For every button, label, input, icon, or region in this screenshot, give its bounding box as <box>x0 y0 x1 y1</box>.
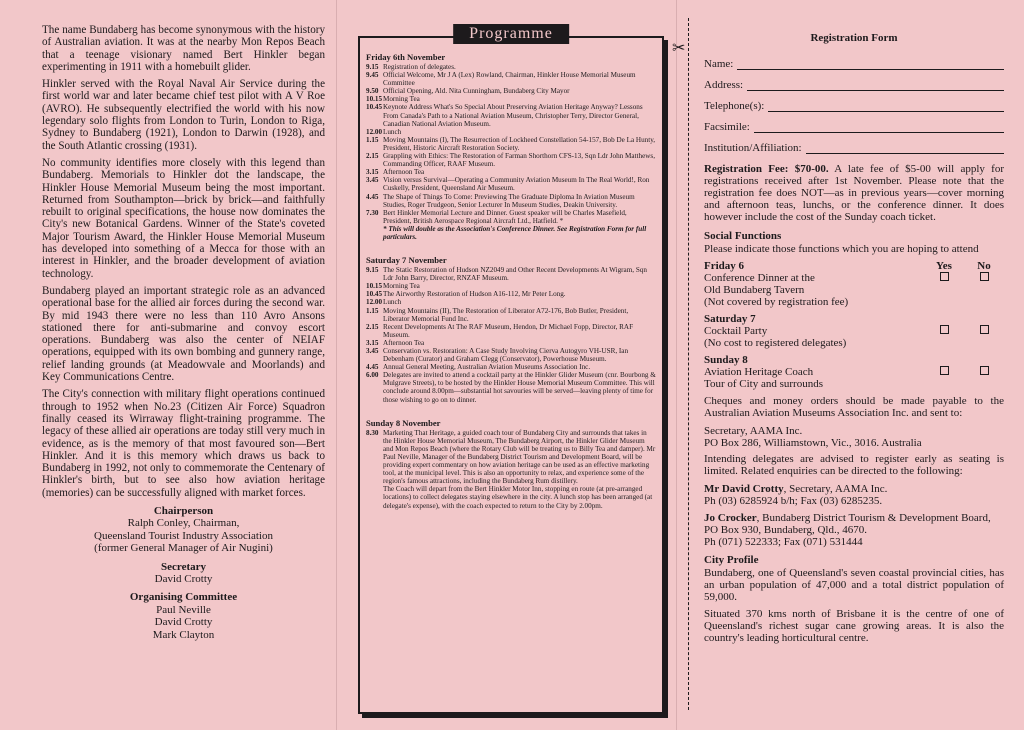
function-description: Conference Dinner at the <box>704 272 815 285</box>
programme-event <box>366 176 656 192</box>
secretary-name: David Crotty <box>154 573 213 586</box>
function-description: Tour of City and surrounds <box>704 378 823 391</box>
chairperson-line: (former General Manager of Air Nugini) <box>94 542 273 555</box>
yes-cell <box>924 325 964 337</box>
programme-event <box>366 63 656 71</box>
function-row <box>704 284 1004 296</box>
function-row <box>704 366 1004 378</box>
no-header <box>964 313 1004 325</box>
event-description: The Shape of Things To Come: Previewing The Graduate Diploma In Aviation Museum Studies, Roger Trudgeon, Senior Lecturer In Museum Studies, Deakin University. <box>383 192 635 209</box>
programme-day-heading: Saturday 7 November <box>366 255 447 266</box>
social-functions-text: Please indicate those functions which you are hoping to attend <box>704 242 979 255</box>
chairperson-line: Queensland Tourist Industry Association <box>94 529 273 542</box>
registration-panel <box>672 0 1024 730</box>
contact-phone: Ph (03) 6285924 b/h; Fax (03) 6285235. <box>704 495 883 508</box>
programme-note-text: * This will double as the Association's Conference Dinner. See Registration Form for full particulars. <box>383 224 647 241</box>
programme-event <box>366 282 656 290</box>
programme-event <box>366 95 656 103</box>
event-description: Registration of delegates. <box>383 63 456 71</box>
programme-event <box>366 266 656 282</box>
form-field[interactable] <box>704 71 1004 91</box>
event-time: 3.15 <box>366 338 379 347</box>
no-header <box>964 354 1004 366</box>
no-checkbox[interactable] <box>980 325 989 334</box>
event-time: 12.00 <box>366 298 383 307</box>
no-cell <box>964 272 1004 284</box>
history-paragraph: Hinkler served with the Royal Naval Air Service during the first world war and later became chief test pilot with A V Roe (AVRO). He subsequently electrified the world with his now legendary solo flights from London to Turin, London to Riga, Sydney to Bundaberg (1921), London to Darwin (1928), and the South Atlantic crossing (1931). <box>42 78 325 152</box>
programme-event <box>366 103 656 127</box>
programme-event <box>366 347 656 363</box>
committee-member: Mark Clayton <box>152 628 215 641</box>
programme-event <box>366 307 656 323</box>
event-description: The Airworthy Restoration of Hudson A16-112, Mr Peter Long. <box>383 290 566 299</box>
history-paragraph: Bundaberg played an important strategic role as an advanced operational base for the allied air forces during the second war. By mid 1943 there were no less than 110 Avro Ansons stationed there for anti-submarine and convoy escort operations. Bundaberg was also the center of NEIAF operations, equipped with its own bombing and gunnery range, relief landing grounds (at Meadowvale and Moorlands) and Key Communications Centre. <box>42 284 325 384</box>
event-description: The Static Restoration of Hudson NZ2049 and Other Recent Developments At Wigram, Sqn Ldr John Barry, Director, RNZAF Museum. <box>383 266 647 283</box>
form-field-line[interactable] <box>806 142 1004 154</box>
programme-event <box>366 363 656 371</box>
event-time: 4.45 <box>366 363 379 372</box>
scissors-icon: ✂ <box>672 40 686 57</box>
event-description: Keynote Address What's So Special About Preserving Aviation Heritage Anyway? Lessons From Canada's Path to a National Aviation Museum, Christopher Terry, Director General, Canadian National Aviation Museum. <box>383 103 643 128</box>
programme-event <box>366 290 656 298</box>
function-day-row <box>704 313 1004 325</box>
cut-line <box>688 18 689 710</box>
no-checkbox[interactable] <box>980 272 989 281</box>
programme-event <box>366 87 656 95</box>
event-time: 9.45 <box>366 71 379 80</box>
social-functions-heading: Social Functions <box>704 229 782 242</box>
yes-checkbox[interactable] <box>940 325 949 334</box>
yes-checkbox[interactable] <box>940 366 949 375</box>
functions-table <box>704 260 1004 390</box>
programme-panel <box>336 0 676 730</box>
yes-cell <box>924 366 964 378</box>
programme-schedule <box>366 52 656 510</box>
programme-event <box>366 485 656 509</box>
function-day: Saturday 7 <box>704 313 756 326</box>
event-description: Lunch <box>383 127 402 136</box>
form-field[interactable] <box>704 50 1004 70</box>
history-paragraph: The name Bundaberg has become synonymous with the history of Australian aviation. It was at the nearby Mon Repos Beach that a teenage visionary named Bert Hinkler began experimenting in 1911 with a homebuilt glider. <box>42 24 325 73</box>
yes-cell <box>924 337 964 349</box>
form-field-label: Address: <box>704 79 744 91</box>
event-description: Conservation vs. Restoration: A Case Study Involving Cierva Autogyro VH-USR, Ian Debenham (Curator) and Graham Clegg (Conservator), Powerhouse Museum. <box>383 347 629 364</box>
mailing-address <box>704 425 1004 449</box>
programme-event <box>366 152 656 168</box>
event-description: Morning Tea <box>383 95 420 104</box>
credits-block <box>42 505 325 641</box>
event-time: 10.45 <box>366 103 383 112</box>
event-time: 6.00 <box>366 371 379 380</box>
event-description: Official Welcome, Mr J A (Lex) Rowland, Chairman, Hinkler House Memorial Museum Committee <box>383 71 636 88</box>
programme-event <box>366 339 656 347</box>
form-field-line[interactable] <box>737 58 1004 70</box>
event-time: 10.15 <box>366 95 383 104</box>
address-line: Secretary, AAMA Inc. <box>704 425 803 438</box>
event-time: 9.15 <box>366 266 379 275</box>
event-description: The Coach will depart from the Bert Hinkler Motor Inn, stopping en route (at pre-arranged locations) to collect delegates staying elsewhere in the city. A lunch stop has been arranged (at delegate's expense), with the coach expected to return to the City by 2.00pm. <box>383 485 653 510</box>
function-day-row <box>704 260 1004 272</box>
function-row <box>704 296 1004 308</box>
event-description: Recent Developments At The RAF Museum, Hendon, Dr Michael Fopp, Director, RAF Museum. <box>383 322 634 339</box>
programme-event <box>366 323 656 339</box>
no-header: No <box>977 260 991 273</box>
form-field-line[interactable] <box>747 79 1004 91</box>
committee-member: David Crotty <box>154 616 213 629</box>
programme-day-heading: Sunday 8 November <box>366 417 441 428</box>
committee-heading: Organising Committee <box>129 591 238 604</box>
form-field[interactable] <box>704 113 1004 133</box>
function-day-row <box>704 354 1004 366</box>
yes-cell <box>924 284 964 296</box>
function-row <box>704 337 1004 349</box>
registration-fee <box>704 164 1004 224</box>
chairperson-heading: Chairperson <box>153 504 214 517</box>
city-profile-heading: City Profile <box>704 554 759 567</box>
contact-name: Mr David Crotty <box>704 483 784 496</box>
no-cell <box>964 378 1004 390</box>
history-paragraph: No community identifies more closely with this legend than Bundaberg. Memorials to Hinkler dot the landscape, the Hinkler House Memorial Museum being the most important. Returned from Southampton—brick by brick—and faithfully rebuilt to original specifications, the house now dominates the City's new Botanical Gardens. Winner of the State's coveted Major Tourism Award, the Hinkler House Memorial Museum has developed into something of a Mecca for those with an interest in Hinkler, and the broader development of aviation technology. <box>42 156 325 280</box>
form-field-line[interactable] <box>768 100 1004 112</box>
form-field-label: Facsimile: <box>704 121 750 133</box>
contact-detail: , Bundaberg District Tourism & Development Board, PO Box 930, Bundaberg, Qld., 4670. <box>704 512 991 537</box>
programme-day-heading: Friday 6th November <box>366 52 446 62</box>
event-time: 9.15 <box>366 63 379 71</box>
event-description: Bert Hinkler Memorial Lecture and Dinner. Guest speaker will be Charles Masefield, President, British Aerospace Regional Aircraft Ltd., Hatfield. * <box>383 208 627 225</box>
programme-event <box>366 371 656 403</box>
form-field[interactable] <box>704 134 1004 154</box>
programme-event <box>366 429 656 486</box>
event-time: 3.45 <box>366 347 379 355</box>
event-time: 10.15 <box>366 282 383 291</box>
form-field-label: Name: <box>704 58 734 70</box>
no-cell <box>964 296 1004 308</box>
yes-header: Yes <box>936 260 952 273</box>
programme-note <box>366 225 656 241</box>
contact-crotty <box>704 483 1004 507</box>
programme-event <box>366 193 656 209</box>
event-time: 7.30 <box>366 208 379 217</box>
address-line: PO Box 286, Williamstown, Vic., 3016. Australia <box>704 437 922 450</box>
programme-event <box>366 168 656 176</box>
programme-event <box>366 128 656 136</box>
event-description: Marketing That Heritage, a guided coach tour of Bundaberg City and surrounds that takes in the Hinkler House Memorial Museum, The Bundaberg Airport, the Hinkler Glider Museum and Mon Repos Beach (where the Rotary Club will be treating us to Billy Tea and damper). Mr Paul Neville, Manager of the Bundaberg District Tourism and Development Board, will be providing expert commentary on how aviation heritage can be used as an effective marketing tool, at the municipal level. This is also an opportunity to relax, and experience some of the region's famous attractions, including the Bundaberg Rum distillery. <box>383 428 656 486</box>
yes-cell <box>924 272 964 284</box>
event-description: Grappling with Ethics: The Restoration of Farman Shorthorn CFS-13, Sqn Ldr John Matthews, Commanding Officer, RAAF Museum. <box>383 152 655 169</box>
intending-text: Intending delegates are advised to register early as seating is limited. Related enquiries can be directed to the following: <box>704 453 1004 478</box>
event-description: Delegates are invited to attend a cocktail party at the Hinkler Glider Museum (cnr. Bourbong & Mulgrave Streets), to be hosted by the Hinkler House Memorial Museum Committee. This will conclude around 8.00pm—substantial hot savouries will be served—leaving plenty of time for those wishing to go on to dinner. <box>383 371 656 404</box>
cheques-text: Cheques and money orders should be made payable to the Australian Aviation Museums Association Inc. and sent to: <box>704 395 1004 420</box>
function-day: Sunday 8 <box>704 354 748 367</box>
function-description: Old Bundaberg Tavern <box>704 284 805 297</box>
chairperson-line: Ralph Conley, Chairman, <box>127 517 240 530</box>
function-row <box>704 378 1004 390</box>
committee-member: Paul Neville <box>156 603 211 616</box>
form-field-label: Telephone(s): <box>704 100 765 112</box>
event-time: 4.45 <box>366 192 379 201</box>
event-time: 2.15 <box>366 152 379 161</box>
event-time: 12.00 <box>366 127 383 136</box>
fee-label: Registration Fee: $70-00. <box>704 163 829 175</box>
event-description: Official Opening, Ald. Nita Cunningham, Bundaberg City Mayor <box>383 87 570 96</box>
programme-box <box>358 25 664 714</box>
event-time <box>366 485 383 509</box>
no-cell <box>964 366 1004 378</box>
programme-title: Programme <box>453 24 569 44</box>
function-description: Cocktail Party <box>704 325 768 338</box>
function-description: (No cost to registered delegates) <box>704 337 847 350</box>
history-paragraph: The City's connection with military flight operations continued through to 1952 when No.23 (Citizen Air Force) Squadron finally ceased its Wirraway flight-training programme. The legacy of these allied air operations are today still very much in evidence, as is the memory of that most favoured son—Bert Hinkler. And it is this memory which draws us back to Bundaberg in 1992, not only to commemorate the Centenary of Hinkler's birth, but to see also how aviation heritage (memories) can be successfully aligned with market forces. <box>42 388 325 499</box>
city-profile-text: Situated 370 kms north of Brisbane it is the centre of one of Queensland's richest sugar cane growing areas. It is also the country's leading horticultural centre. <box>704 607 1004 644</box>
function-description: Aviation Heritage Coach <box>704 366 814 379</box>
form-field-label: Institution/Affiliation: <box>704 142 802 154</box>
event-description: Moving Mountains (II), The Restoration of Liberator A72-176, Bob Butler, President, Liberator Memorial Fund Inc. <box>383 306 629 323</box>
event-description: Lunch <box>383 298 402 307</box>
fee-text: A late fee of $5-00 will apply for registrations received after 1st November. Please note that the registration fee does NOT—as in previous years—cover morning and afternoon teas, lunchs, or the conference dinner. It does however include the cost of the Sunday coach ticket. <box>704 163 1004 223</box>
event-description: Afternoon Tea <box>383 168 425 177</box>
event-time: 1.15 <box>366 306 379 315</box>
registration-fields <box>704 50 1004 154</box>
function-row <box>704 325 1004 337</box>
event-time: 3.15 <box>366 168 379 177</box>
event-time: 2.15 <box>366 322 379 331</box>
yes-header <box>924 354 964 366</box>
yes-header <box>924 313 964 325</box>
function-description: (Not covered by registration fee) <box>704 296 849 309</box>
yes-cell <box>924 378 964 390</box>
contact-name: Jo Crocker <box>704 512 757 525</box>
programme-event <box>366 209 656 225</box>
contact-crocker <box>704 512 1004 548</box>
programme-event <box>366 71 656 87</box>
event-time: 8.30 <box>366 428 379 437</box>
yes-checkbox[interactable] <box>940 272 949 281</box>
secretary-heading: Secretary <box>161 560 206 573</box>
event-description: Vision versus Survival—Operating a Community Aviation Museum In The Real World!, Ron Cuskelly, President, Queensland Air Museum. <box>383 176 650 193</box>
event-description: Annual General Meeting, Australian Aviation Museums Association Inc. <box>383 363 591 372</box>
city-profile-text: Bundaberg, one of Queensland's seven coastal provincial cities, has an urban population of 47,000 and a total district population of 59,000. <box>704 567 1004 603</box>
event-time: 9.50 <box>366 87 379 96</box>
event-description: Morning Tea <box>383 282 420 291</box>
event-time: 10.45 <box>366 290 383 299</box>
programme-event <box>366 298 656 306</box>
no-cell <box>964 284 1004 296</box>
contact-detail: , Secretary, AAMA Inc. <box>783 483 888 496</box>
registration-form-title: Registration Form <box>810 32 898 44</box>
function-day: Friday 6 <box>704 260 745 273</box>
event-description: Afternoon Tea <box>383 338 425 347</box>
event-time: 1.15 <box>366 135 379 144</box>
yes-cell <box>924 296 964 308</box>
programme-event <box>366 136 656 152</box>
form-field[interactable] <box>704 92 1004 112</box>
event-time: 3.45 <box>366 176 379 185</box>
no-checkbox[interactable] <box>980 366 989 375</box>
history-panel <box>0 0 335 730</box>
no-cell <box>964 337 1004 349</box>
event-description: Moving Mountains (I), The Resurrection of Lockheed Constellation 54-157, Bob De La Hunty, President, Historic Aircraft Restoration Society. <box>383 135 656 152</box>
form-field-line[interactable] <box>754 121 1004 133</box>
function-row <box>704 272 1004 284</box>
contact-phone: Ph (071) 522333; Fax (071) 531444 <box>704 536 863 549</box>
no-cell <box>964 325 1004 337</box>
